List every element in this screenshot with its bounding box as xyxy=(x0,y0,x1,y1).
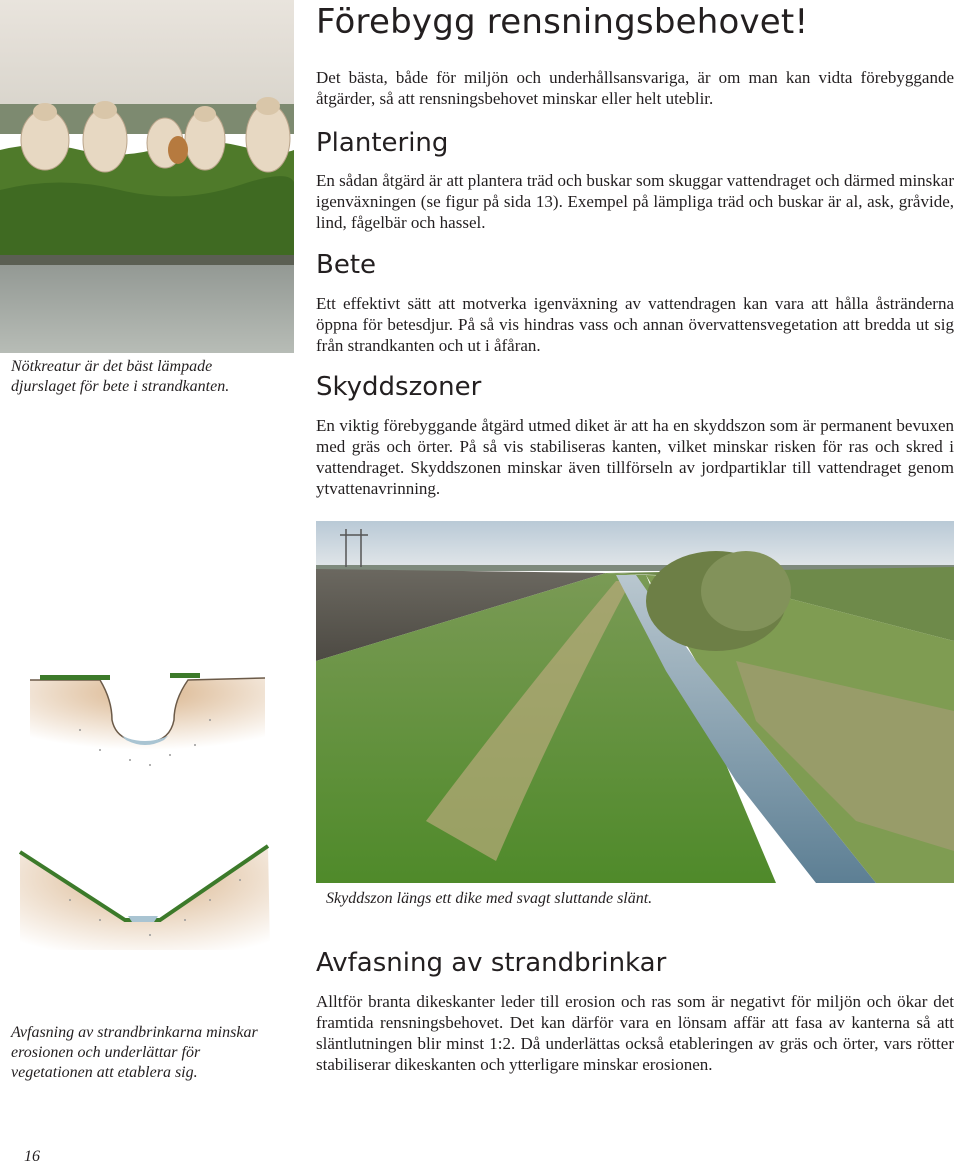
skyddszoner-paragraph: En viktig förebyggande åtgärd utmed diket är att ha en skyddszon som är permanent bevuxen med gräs och örter. På så vis stabiliseras kanten, vilket minskar risken för ras och skred i vattendraget. Skyddszonen minskar även tillförseln av jordpartiklar till vattendraget genom ytvattenavrinning. xyxy=(316,416,954,498)
bete-heading: Bete xyxy=(316,250,377,280)
skyddszoner-heading: Skyddszoner xyxy=(316,372,482,402)
sloped-bank-illustration xyxy=(10,840,285,960)
plantering-heading: Plantering xyxy=(316,128,449,158)
cattle-caption: Nötkreatur är det bäst lämpade djurslaget för bete i strandkanten. xyxy=(11,358,230,395)
ditch-caption: Skyddszon längs ett dike med svagt sluttande slänt. xyxy=(326,890,653,907)
illustration-caption: Avfasning av strandbrinkarna minskar erosionen och underlättar för vegetationen att etablera sig. xyxy=(11,1024,258,1081)
cattle-photo xyxy=(0,0,294,353)
avfasning-heading: Avfasning av strandbrinkar xyxy=(316,948,667,978)
page-title: Förebygg rensningsbehovet! xyxy=(316,2,809,42)
steep-bank-illustration xyxy=(20,660,280,780)
bete-paragraph: Ett effektivt sätt att motverka igenväxning av vattendragen kan vara att hålla åstränderna öppna för betesdjur. På så vis hindras vass och annan övervattensvegetation att bredda ut sig från strandkanten och ut i åfåran. xyxy=(316,294,954,355)
plantering-paragraph: En sådan åtgärd är att plantera träd och buskar som skuggar vattendraget och därmed minskar igenväxningen (se figur på sida 13). Exempel på lämpliga träd och buskar är al, ask, gråvide, lind, fågelbär och hassel. xyxy=(316,171,954,232)
avfasning-paragraph: Alltför branta dikeskanter leder till erosion och ras som är negativt för miljön och ökar det framtida rensningsbehovet. Det kan därför vara en lönsam affär att fasa av kanterna så att släntlutningen blir minst 1:2. Då underlättas också etableringen av gräs och örter, vars rötter stabiliserar dikeskanten och ytterligare minskar erosionen. xyxy=(316,992,954,1074)
page-number: 16 xyxy=(24,1148,40,1165)
ditch-photo xyxy=(316,521,954,883)
intro-paragraph: Det bästa, både för miljön och underhållsansvariga, är om man kan vidta förebyggande åtgärder, så att rensningsbehovet minskar eller helt uteblir. xyxy=(316,68,954,108)
